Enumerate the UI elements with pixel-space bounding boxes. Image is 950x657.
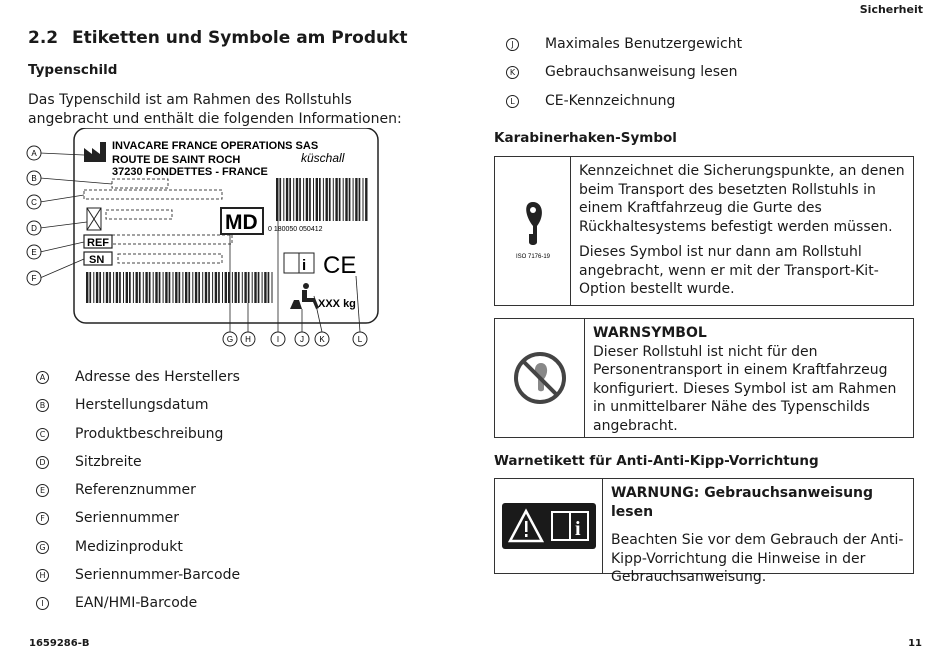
warning-manual-icon	[502, 503, 596, 549]
legend-marker: D	[36, 456, 49, 469]
callout-marker-label: J	[300, 335, 304, 344]
legend-item	[36, 369, 240, 397]
legend-marker: E	[36, 484, 49, 497]
karabiner-text1: Kennzeichnet die Sicherungspunkte, an denen beim Transport des besetzten Rollstuhls in einem Kraftfahrzeug die Gurte des Rückhaltesystems befestigt werden müssen.	[579, 163, 905, 235]
callout-marker-label: K	[319, 335, 325, 344]
karabiner-text-cell	[571, 157, 913, 305]
legend-marker: K	[506, 66, 519, 79]
doc-number: 1659286-B	[29, 638, 90, 649]
legend-text: EAN/HMI-Barcode	[75, 595, 198, 612]
plate-line3: 37230 FONDETTES - FRANCE	[112, 166, 268, 178]
legend-item	[36, 510, 240, 538]
warnsymbol-icon-cell	[495, 319, 585, 437]
section-title-text: Etiketten und Symbole am Produkt	[72, 28, 408, 48]
svg-text:i: i	[574, 518, 581, 540]
legend-text: Referenznummer	[75, 482, 196, 499]
legend-item	[506, 93, 742, 121]
warnsymbol-text-cell	[585, 319, 913, 437]
weight-label: XXX kg	[318, 298, 356, 310]
section-title	[28, 28, 408, 48]
ce-mark: CE	[323, 252, 357, 279]
legend-marker: C	[36, 428, 49, 441]
callout-marker-label: A	[31, 149, 37, 158]
legend-marker: J	[506, 38, 519, 51]
legend-text: Adresse des Herstellers	[75, 369, 240, 385]
antikipp-text-cell	[603, 479, 913, 585]
md-label: MD	[225, 211, 258, 234]
typenschild-heading: Typenschild	[28, 62, 118, 78]
legend-item	[506, 64, 742, 92]
legend-marker: B	[36, 399, 49, 412]
callout-marker-label: L	[357, 335, 363, 344]
legend-text: Maximales Benutzergewicht	[545, 36, 743, 52]
carabiner-hook-icon	[503, 196, 563, 266]
legend-marker: G	[36, 541, 49, 554]
antikipp-text: Beachten Sie vor dem Gebrauch der Anti-Kipp-Vorrichtung die Hinweise in der Gebrauchsanweisung.	[611, 532, 904, 585]
legend-text: Seriennummer	[75, 510, 180, 527]
legend-text: Produktbeschreibung	[75, 425, 224, 442]
antikipp-heading: Warnetikett für Anti-Anti-Kipp-Vorrichtung	[494, 453, 819, 469]
header-section: Sicherheit	[859, 3, 923, 16]
karabiner-text2: Dieses Symbol ist nur dann am Rollstuhl angebracht, wenn er mit der Transport-Kit-Option bestellt wurde.	[579, 244, 879, 297]
callout-marker-label: B	[31, 174, 37, 183]
callout-marker-label: F	[31, 274, 37, 283]
warnsymbol-title: WARNSYMBOL	[593, 325, 707, 341]
karabiner-heading: Karabinerhaken-Symbol	[494, 130, 677, 146]
manual-icon	[284, 253, 314, 274]
legend-right	[506, 36, 742, 121]
type-plate-diagram	[26, 128, 382, 350]
legend-item	[36, 397, 240, 425]
legend-text: Gebrauchsanweisung lesen	[545, 64, 738, 81]
legend-marker: H	[36, 569, 49, 582]
legend-item	[506, 36, 742, 64]
plate-brand: küschall	[301, 151, 345, 165]
warnsymbol-box	[494, 318, 914, 438]
callout-marker-label: H	[245, 335, 251, 344]
callout-marker-label: I	[276, 335, 280, 344]
antikipp-title: WARNUNG: Gebrauchsanweisung lesen	[611, 485, 874, 520]
legend-marker: L	[506, 95, 519, 108]
legend-marker: A	[36, 371, 49, 384]
legend-marker: F	[36, 512, 49, 525]
legend-item	[36, 426, 240, 454]
ref-label: REF	[87, 237, 109, 249]
karabiner-box	[494, 156, 914, 306]
legend-item	[36, 595, 240, 623]
legend-item	[36, 567, 240, 595]
legend-marker: I	[36, 597, 49, 610]
antikipp-box	[494, 478, 914, 585]
section-number: 2.2	[28, 28, 59, 48]
plate-line1: INVACARE FRANCE OPERATIONS SAS	[112, 140, 319, 152]
serial-barcode	[86, 272, 273, 303]
legend-text: Herstellungsdatum	[75, 397, 209, 414]
legend-item	[36, 454, 240, 482]
legend-text: CE-Kennzeichnung	[545, 92, 676, 109]
svg-text:i: i	[302, 257, 307, 274]
legend-item	[36, 539, 240, 567]
legend-text: Medizinprodukt	[75, 538, 183, 555]
sn-label: SN	[89, 254, 105, 266]
callout-marker-label: G	[226, 335, 234, 344]
legend-text: Sitzbreite	[75, 453, 142, 470]
no-transport-icon	[511, 349, 569, 407]
typenschild-intro: Das Typenschild ist am Rahmen des Rollstuhls angebracht und enthält die folgenden Informationen:	[28, 92, 402, 127]
warnsymbol-text: Dieser Rollstuhl ist nicht für den Personentransport in einem Kraftfahrzeug konfiguriert. Dieses Symbol ist am Rahmen in unmittelbarer Nähe des Typenschilds angebracht.	[593, 343, 897, 434]
karabiner-icon-cell	[495, 157, 571, 305]
callout-marker-label: D	[31, 224, 37, 233]
page-number: 11	[908, 638, 922, 649]
ean-digits: 0 180050 050412	[268, 226, 323, 233]
legend-text: Seriennummer-Barcode	[75, 567, 241, 584]
legend-left	[36, 369, 240, 624]
legend-item	[36, 482, 240, 510]
plate-line2: ROUTE DE SAINT ROCH	[112, 154, 241, 166]
iso-caption: ISO 7176-19	[515, 254, 550, 260]
antikipp-icon-cell	[495, 479, 603, 573]
callout-marker-label: C	[31, 198, 37, 207]
callout-marker-label: E	[31, 248, 37, 257]
